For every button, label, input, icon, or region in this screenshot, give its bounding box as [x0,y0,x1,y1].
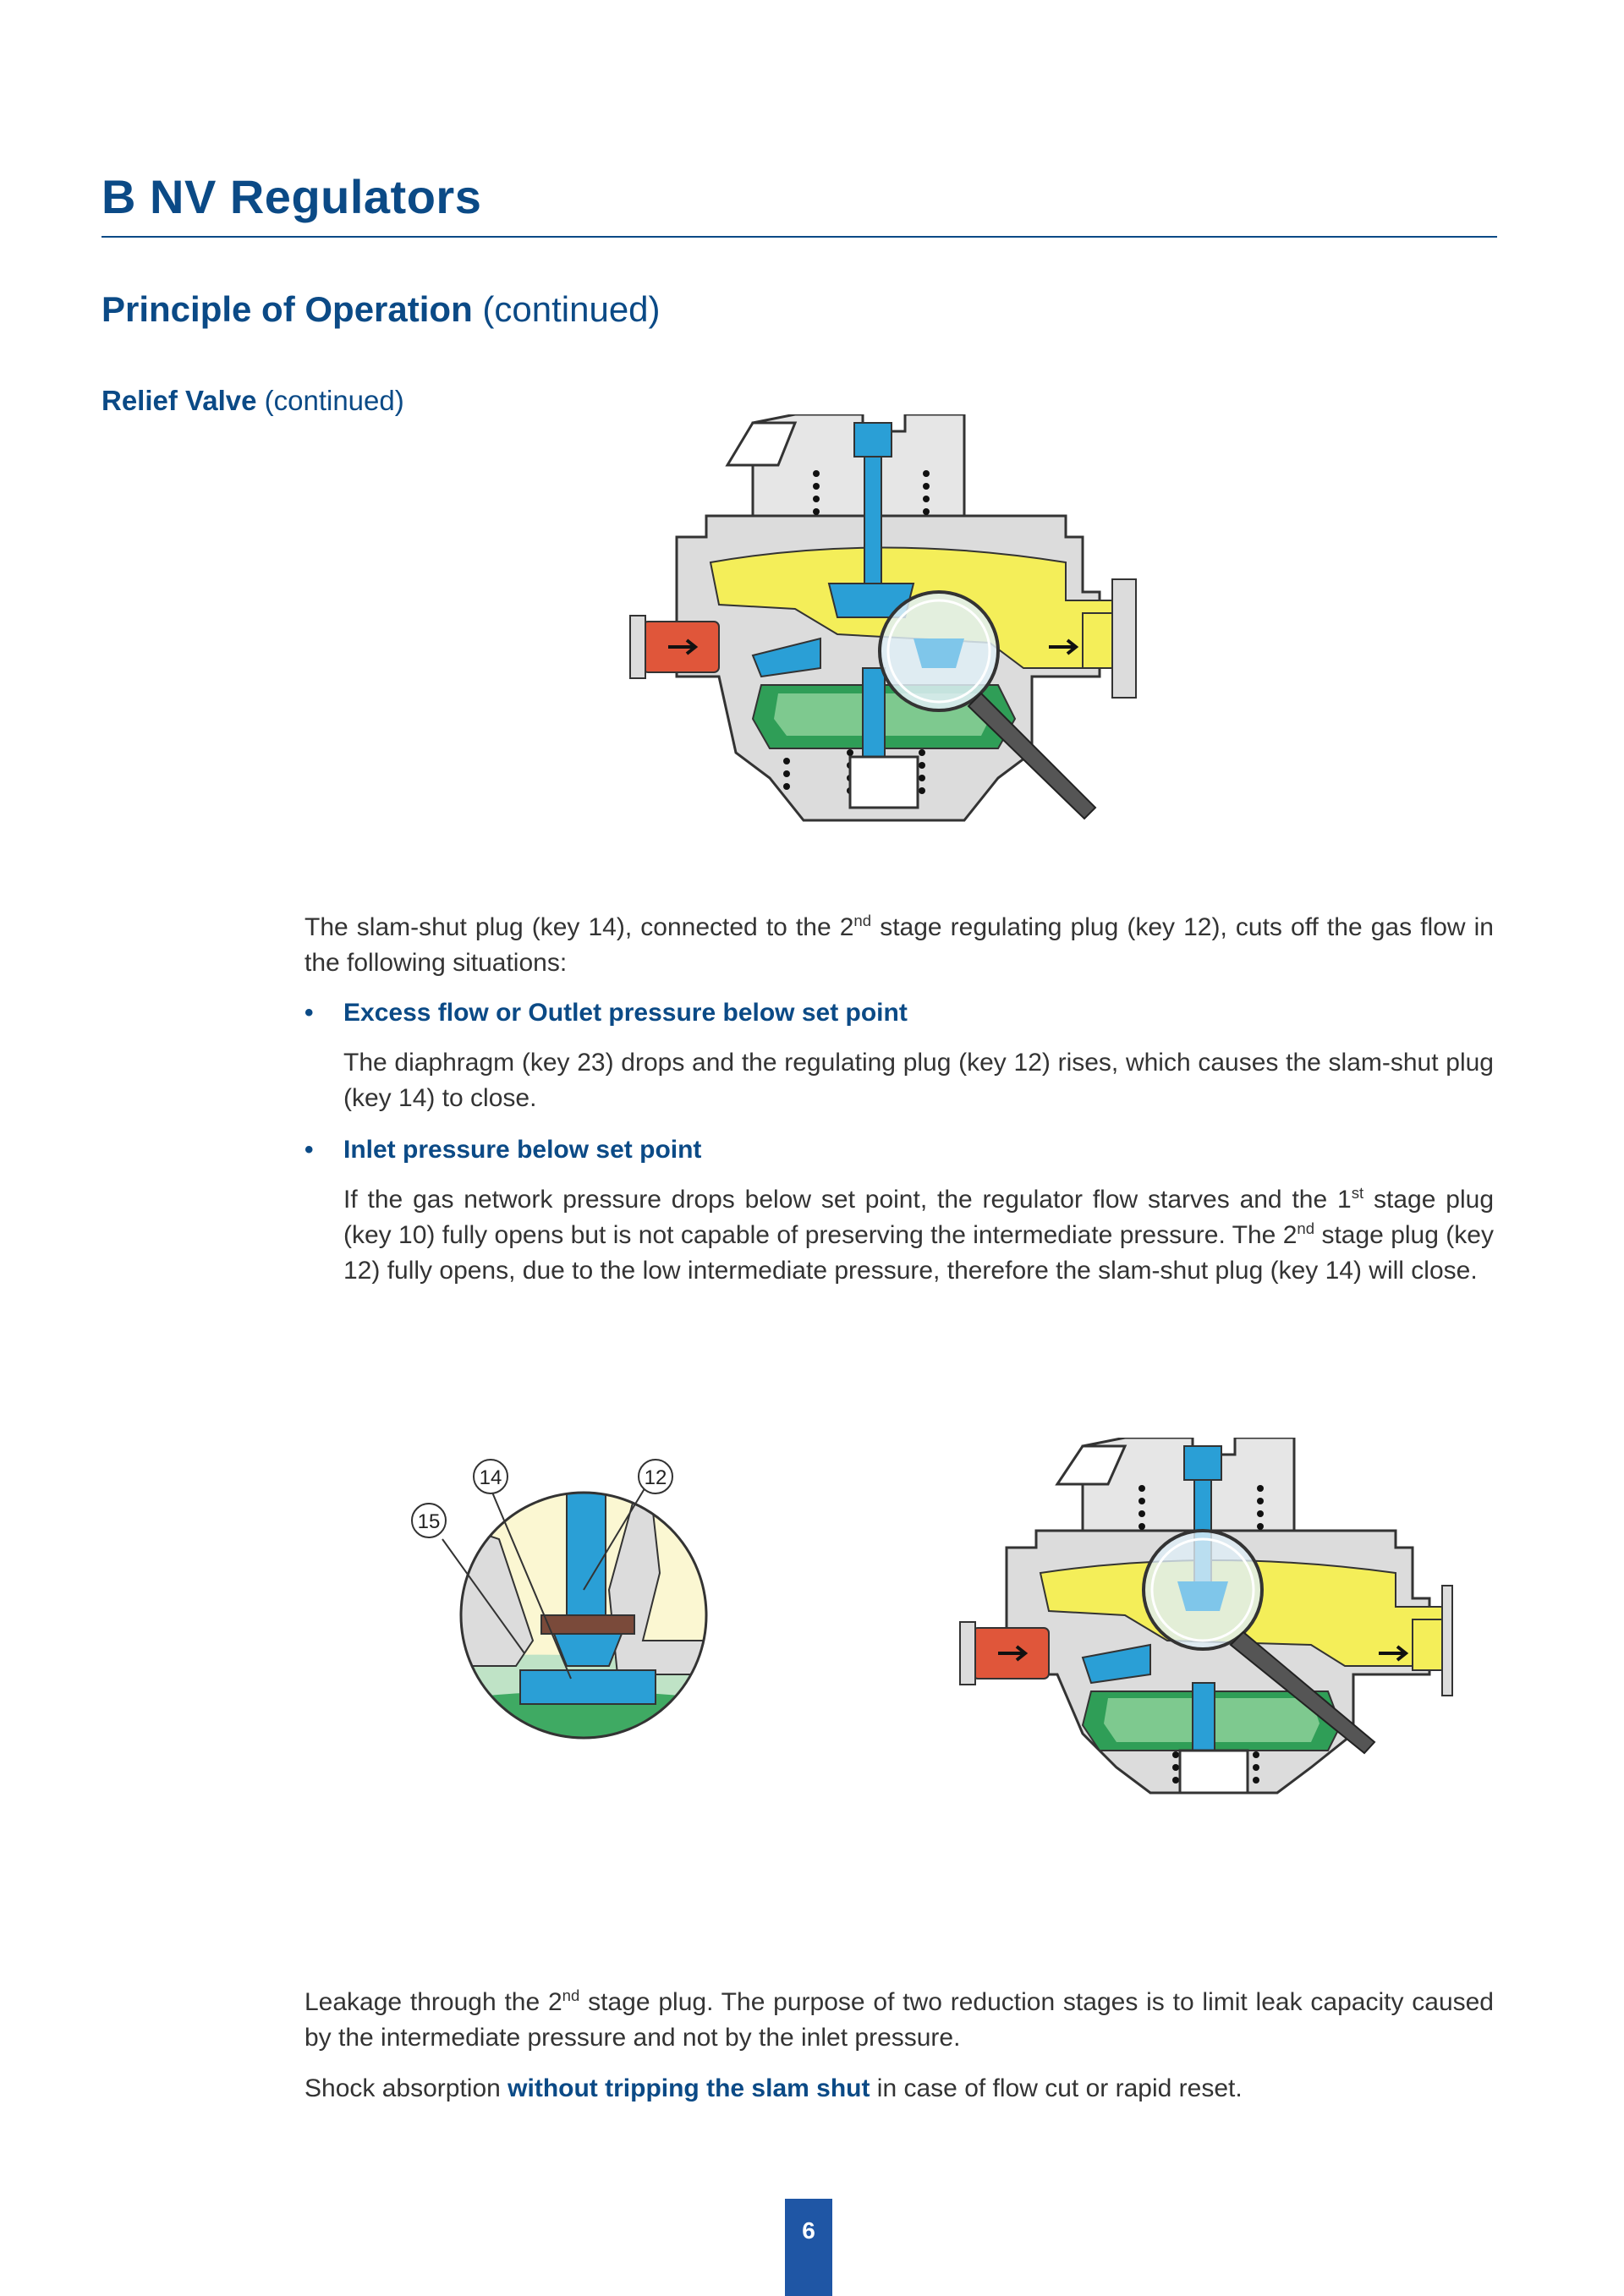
regulator-diagram-top [626,414,1142,837]
svg-text:15: 15 [417,1510,441,1533]
callout-15 [412,1504,446,1537]
page-heading [102,289,661,330]
slam-shut-detail-diagram [398,1446,736,1751]
bullet-text: The diaphragm (key 23) drops and the regulating plug (key 12) rises, which causes the slam-shut plug (key 14) to close. [343,1049,1494,1112]
section-title: B NV Regulators [102,170,482,223]
bullet-marker: • [304,999,314,1027]
heading-main: Principle of Operation [102,289,473,329]
bullet-text: If the gas network pressure drops below set point, the regulator flow starves and the 1st stage plug (key 10) fully opens but is not capable of preserving the intermediate pressure. The 2nd stage plug (key 12) fully opens, due to the low intermediate pressure, therefore the slam-shut plug (key 14) will close. [343,1184,1494,1285]
svg-text:14: 14 [479,1466,502,1489]
intro-paragraph: The slam-shut plug (key 14), connected to the 2nd stage regulating plug (key 12), cuts off the gas flow in the following situations: [304,912,1494,977]
subheading [102,385,404,417]
page-number: 6 [802,2217,815,2244]
page-number-tab [785,2199,832,2296]
shock-absorption-paragraph: Shock absorption without tripping the slam shut in case of flow cut or rapid reset. [304,2074,1243,2102]
title-divider [102,236,1497,238]
subheading-suffix: (continued) [264,385,404,416]
bullet-label: Excess flow or Outlet pressure below set point [343,999,908,1027]
bullet-label: Inlet pressure below set point [343,1136,702,1164]
subheading-main: Relief Valve [102,385,257,416]
heading-suffix: (continued) [482,289,661,329]
svg-text:12: 12 [644,1466,667,1489]
leakage-paragraph: Leakage through the 2nd stage plug. The purpose of two reduction stages is to limit leak capacity caused by the intermediate pressure and not by the inlet pressure. [304,1986,1494,2052]
callout-14 [474,1460,508,1493]
callout-12 [639,1460,672,1493]
emphasis-text: without tripping the slam shut [508,2074,870,2102]
bullet-marker: • [304,1136,314,1164]
regulator-diagram-bottom [956,1438,1455,1801]
